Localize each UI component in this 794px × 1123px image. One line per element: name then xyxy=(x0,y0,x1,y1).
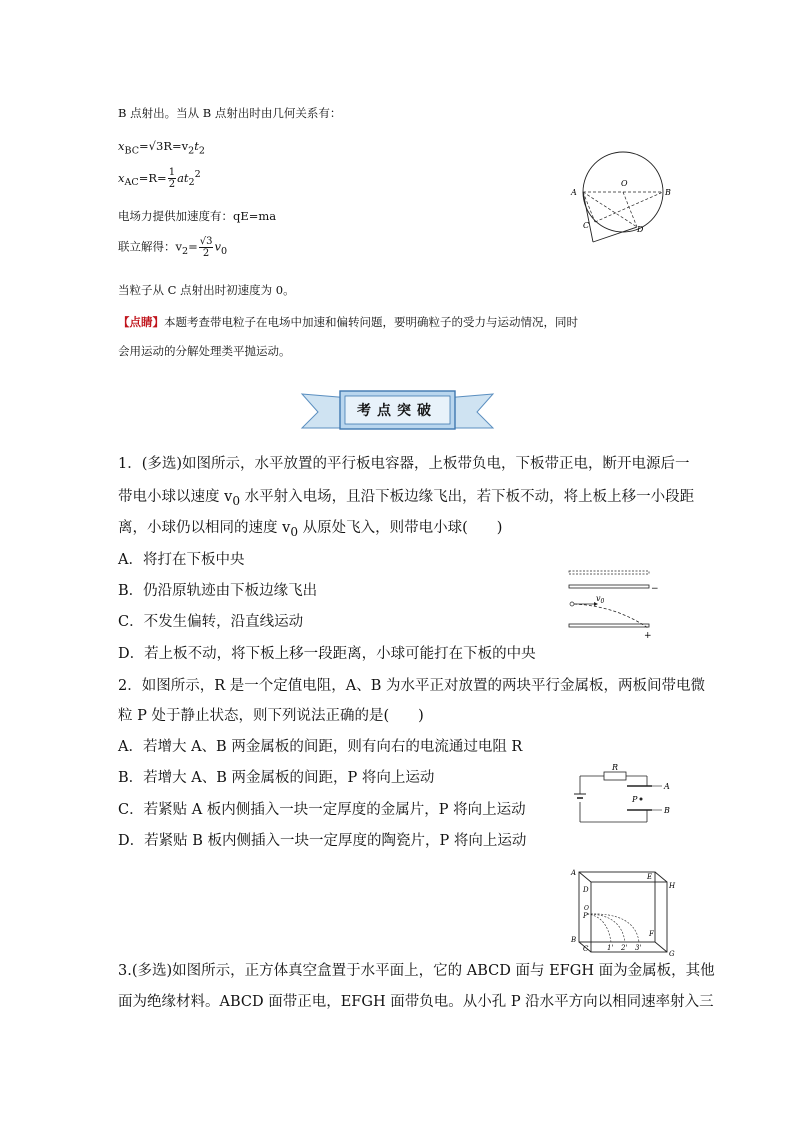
cube-label-h: H xyxy=(669,882,676,890)
q2-option-d[interactable]: D．若紧贴 B 板内侧插入一块一定厚度的陶瓷片，P 将向上运动 xyxy=(118,833,527,849)
fig-b-label: B xyxy=(664,806,670,815)
cube-label-g: G xyxy=(669,950,675,958)
fig-label-b: B xyxy=(665,188,671,197)
q1-stem-line-2: 带电小球以速度 $v_0$ 水平射入电场，且沿下板边缘飞出，若下板不动，将上板上移一小段距 xyxy=(118,489,695,508)
cube-figure xyxy=(565,864,683,958)
q1-option-a[interactable]: A．将打在下板中央 xyxy=(118,552,245,568)
q1-stem-line-3: 离，小球仍以相同的速度 $v_0$ 从原处飞入，则带电小球( ) xyxy=(118,520,503,539)
capacitor-figure xyxy=(566,566,661,641)
cube-label-1p: 1' xyxy=(607,944,614,952)
fig-label-d: D xyxy=(637,225,644,234)
cube-label-o: O xyxy=(584,905,589,912)
equation-xbc: $x_{BC}=√3R=v_2t_2$ xyxy=(118,139,205,157)
cube-label-p: P xyxy=(583,912,588,920)
q2-stem-line-1: 2．如图所示，R 是一个定值电阻，A、B 为水平正对放置的两块平行金属板，两板间带电微 xyxy=(118,678,705,694)
cube-label-f: F xyxy=(649,930,654,938)
q2-option-a[interactable]: A．若增大 A、B 两金属板的间距，则有向右的电流通过电阻 R xyxy=(118,739,523,755)
q1-option-c[interactable]: C．不发生偏转，沿直线运动 xyxy=(118,614,304,630)
fig-p-label: P xyxy=(632,795,638,804)
cube-label-d: D xyxy=(583,886,589,894)
q2-option-b[interactable]: B．若增大 A、B 两金属板的间距，P 将向上运动 xyxy=(118,770,435,786)
fig-minus-label: − xyxy=(651,584,659,594)
q3-stem-line-1: 3.(多选)如图所示，正方体真空盒置于水平面上，它的 ABCD 面与 EFGH 面为金属板，其他 xyxy=(118,963,715,979)
circle-figure xyxy=(565,150,675,250)
comment-line-1: 【点睛】本题考查带电粒子在电场中加速和偏转问题，要明确粒子的受力与运动情况，同时 xyxy=(118,315,578,329)
fig-r-label: R xyxy=(612,763,619,772)
q1-option-b[interactable]: B．仍沿原轨迹由下板边缘飞出 xyxy=(118,583,318,599)
fig-a-label: A xyxy=(664,782,670,791)
q2-option-c[interactable]: C．若紧贴 A 板内侧插入一块一定厚度的金属片，P 将向上运动 xyxy=(118,802,526,818)
q2-stem-line-2: 粒 P 处于静止状态，则下列说法正确的是( ) xyxy=(118,708,424,724)
q1-option-d[interactable]: D．若上板不动，将下板上移一段距离，小球可能打在下板的中央 xyxy=(118,646,536,662)
comment-tag: 【点睛】 xyxy=(118,315,164,329)
q3-stem-line-2: 面为绝缘材料。ABCD 面带正电，EFGH 面带负电。从小孔 P 沿水平方向以相同速率射入三 xyxy=(118,994,714,1010)
force-line: 电场力提供加速度有：qE=ma xyxy=(118,209,277,223)
c-point-line: 当粒子从 C 点射出时初速度为 0。 xyxy=(118,283,295,297)
cube-label-2p: 2' xyxy=(621,944,628,952)
fig-label-c: C xyxy=(583,221,590,230)
cube-label-e: E xyxy=(647,873,653,881)
circuit-figure xyxy=(572,762,682,828)
q1-stem-line-1: 1．(多选)如图所示，水平放置的平行板电容器，上板带负电，下板带正电，断开电源后一 xyxy=(118,456,690,472)
cube-label-c: C xyxy=(583,945,589,953)
section-banner-title: 考点突破 xyxy=(357,403,437,419)
cube-label-b: B xyxy=(571,936,577,944)
equation-xac: $x_{AC}=R=$ $\frac{1}{2}$ $at_2^2$ xyxy=(118,167,201,191)
cube-label-a: A xyxy=(571,869,577,877)
cube-label-3p: 3' xyxy=(635,944,642,952)
fig-label-o: O xyxy=(621,179,628,188)
fig-v0-label: $v_0$ xyxy=(596,594,605,605)
solution-line-1: B 点射出。当从 B 点射出时由几何关系有： xyxy=(118,106,342,120)
fig-label-a: A xyxy=(571,188,577,197)
comment-line-2: 会用运动的分解处理类平抛运动。 xyxy=(118,344,291,358)
solve-line: 联立解得：$v_2=$ $\frac{√3}{2}$ $v_0$ xyxy=(118,236,228,259)
fig-plus-label: + xyxy=(644,631,652,641)
